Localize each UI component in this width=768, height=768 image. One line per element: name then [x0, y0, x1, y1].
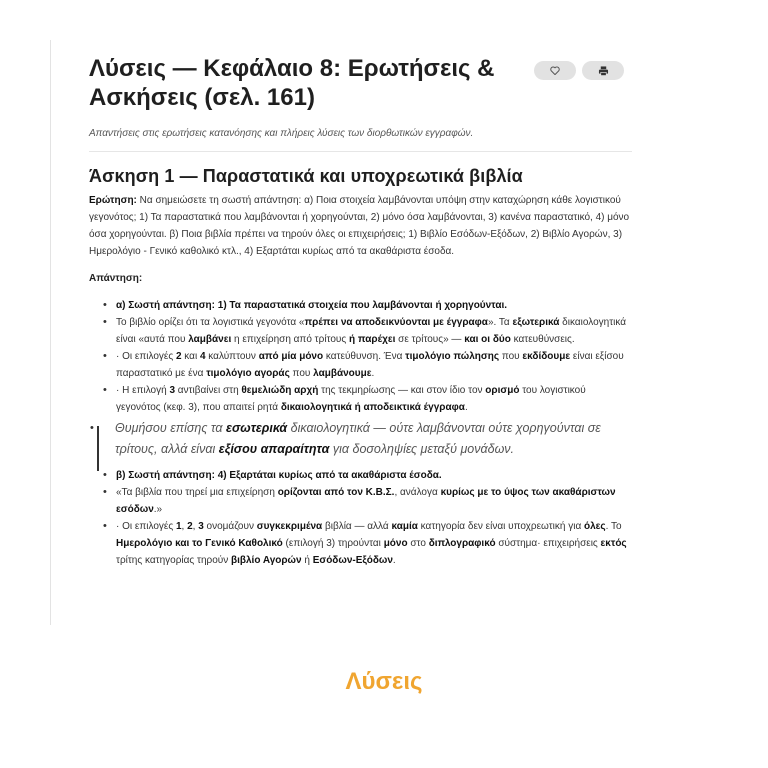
list-item: • β) Σωστή απάντηση: 4) Εξαρτάται κυρίως από τα ακαθάριστα έσοδα.	[103, 467, 632, 484]
footer-label: Λύσεις	[345, 668, 423, 695]
favorite-button[interactable]	[534, 61, 576, 80]
list-item: • · Οι επιλογές 2 και 4 καλύπτουν από μία μόνο κατεύθυνση. Ένα τιμολόγιο πώλησης που εκδίδουμε είναι εξίσου παραστατικό με ένα τιμολόγιο αγοράς που λαμβάνουμε.	[103, 348, 632, 382]
title-row	[89, 54, 632, 112]
exercise-heading: Άσκηση 1 — Παραστατικά και υποχρεωτικά βιβλία	[89, 166, 523, 186]
tip-quote: • Θυμήσου επίσης τα εσωτερικά δικαιολογητικά — ούτε λαμβάνονται ούτε χορηγούνται σε τρίτους, αλλά είναι εξίσου απαραίτητα για δοσοληψίες μεταξύ μονάδων.	[103, 418, 632, 460]
print-button[interactable]	[582, 61, 624, 80]
question-paragraph	[89, 192, 632, 260]
solutions-article	[50, 40, 640, 625]
divider	[89, 151, 632, 152]
list-item: • α) Σωστή απάντηση: 1) Τα παραστατικά στοιχεία που λαμβάνονται ή χορηγούνται.	[103, 297, 632, 314]
printer-icon	[598, 66, 609, 76]
list-item: • · Η επιλογή 3 αντιβαίνει στη θεμελιώδη αρχή της τεκμηρίωσης — και στον ίδιο τον ορισμό του λογιστικού γεγονότος (κεφ. 3), που απαιτεί ρητά δικαιολογητικά ή αποδεικτικά έγγραφα.	[103, 382, 632, 416]
heart-icon	[550, 66, 560, 75]
list-item: • «Τα βιβλία που τηρεί μια επιχείρηση ορίζονται από τον Κ.Β.Σ., ανάλογα κυρίως με το ύψος των ακαθάριστων εσόδων.»	[103, 484, 632, 518]
list-item: • Το βιβλίο ορίζει ότι τα λογιστικά γεγονότα «πρέπει να αποδεικνύονται με έγγραφα». Τα εξωτερικά δικαιολογητικά είναι «αυτά που λαμβάνει η επιχείρηση από τρίτους ή παρέχει σε τρίτους» — και οι δύο κατευθύνσεις.	[103, 314, 632, 348]
quote-bar	[97, 426, 99, 471]
article-actions	[534, 61, 624, 80]
answer-list	[89, 297, 632, 569]
page-title: Λύσεις — Κεφάλαιο 8: Ερωτήσεις & Ασκήσεις (σελ. 161)	[89, 55, 495, 111]
page-subtitle: Απαντήσεις στις ερωτήσεις κατανόησης και πλήρεις λύσεις των διορθωτικών εγγραφών.	[89, 128, 474, 139]
question-text: Να σημειώσετε τη σωστή απάντηση: α) Ποια στοιχεία λαμβάνονται υπόψη στην καταχώρηση κάθε λογιστικού γεγονότος; 1) Τα παραστατικά που λαμβάνονται ή χορηγούνται, 2) μόνο όσα λαμβάνονται, 3) κανένα παραστατικό, 4) μόνο όσα χορηγούνται. β) Ποια βιβλία πρέπει να τηρούν όλες οι επιχειρήσεις; 1) Βιβλίο Εσόδων-Εξόδων, 2) Βιβλίο Αγορών, 3) Ημερολόγιο - Γενικό καθολικό κτλ., 4) Εξαρτάται κυρίως από τα ακαθάριστα έσοδα.	[89, 195, 630, 257]
question-label: Ερώτηση:	[89, 195, 137, 206]
answer-label: Απάντηση:	[89, 273, 143, 284]
list-item: • · Οι επιλογές 1, 2, 3 ονομάζουν συγκεκριμένα βιβλία — αλλά καμία κατηγορία δεν είναι υποχρεωτική για όλες. Το Ημερολόγιο και το Γενικό Καθολικό (επιλογή 3) τηρούνται μόνο στο διπλογραφικό σύστημα· επιχειρήσεις εκτός τρίτης κατηγορίας τηρούν βιβλίο Αγορών ή Εσόδων-Εξόδων.	[103, 518, 632, 569]
quote-bullet: •	[90, 422, 94, 434]
